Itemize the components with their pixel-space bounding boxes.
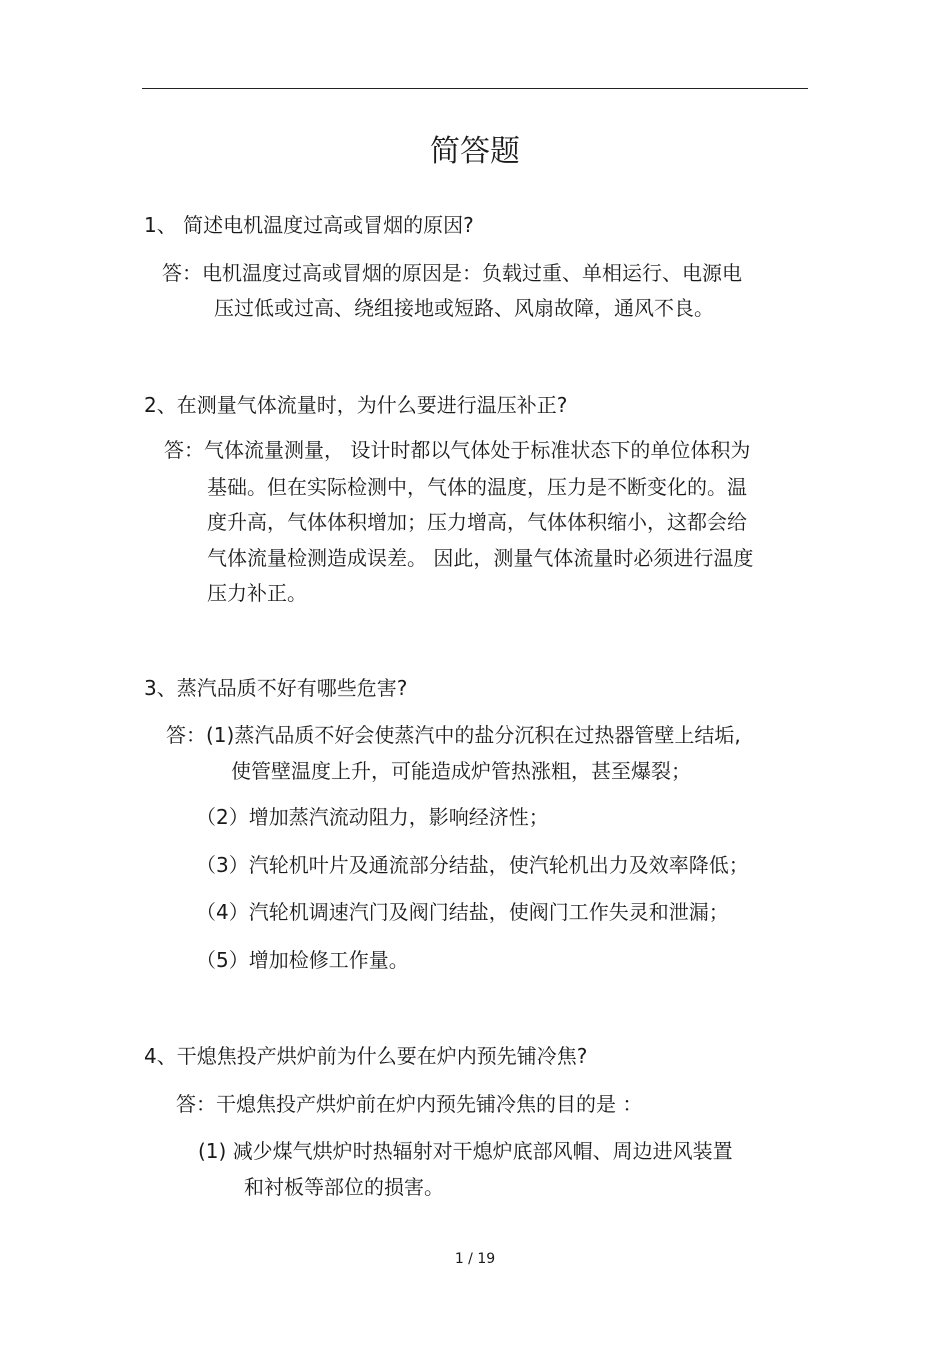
answer-1-line-1: 答：电机温度过高或冒烟的原因是：负载过重、单相运行、电源电 [162, 261, 742, 285]
answer-2-line-2: 基础。但在实际检测中，气体的温度，压力是不断变化的。温 [207, 475, 747, 499]
question-1: 1、 简述电机温度过高或冒烟的原因? [144, 213, 474, 237]
answer-3-line-4: （3）汽轮机叶片及通流部分结盐，使汽轮机出力及效率降低； [196, 853, 749, 877]
page-title: 简答题 [430, 134, 520, 169]
answer-2-line-3: 度升高，气体体积增加；压力增高，气体体积缩小，这都会给 [207, 510, 747, 534]
answer-4-line-2: (1) 减少煤气烘炉时热辐射对干熄炉底部风帽、周边进风装置 [198, 1139, 733, 1163]
answer-2-line-1: 答：气体流量测量， 设计时都以气体处于标准状态下的单位体积为 [164, 438, 751, 462]
answer-2-line-5: 压力补正。 [207, 581, 307, 605]
answer-3-line-3: （2）增加蒸汽流动阻力，影响经济性； [196, 805, 549, 829]
answer-3-line-6: （5）增加检修工作量。 [196, 948, 409, 972]
answer-1-line-2: 压过低或过高、绕组接地或短路、风扇故障，通风不良。 [214, 296, 714, 320]
answer-3-line-2: 使管壁温度上升，可能造成炉管热涨粗，甚至爆裂； [231, 759, 691, 783]
header-rule [142, 88, 808, 89]
question-3: 3、蒸汽品质不好有哪些危害? [144, 676, 408, 700]
answer-4-line-1: 答：干熄焦投产烘炉前在炉内预先铺冷焦的目的是 ： [176, 1092, 643, 1116]
answer-2-line-4: 气体流量检测造成误差。 因此，测量气体流量时必须进行温度 [207, 546, 754, 570]
answer-3-line-1: 答：(1)蒸汽品质不好会使蒸汽中的盐分沉积在过热器管壁上结垢, [166, 723, 741, 747]
answer-4-line-3: 和衬板等部位的损害。 [244, 1175, 444, 1199]
answer-3-line-5: （4）汽轮机调速汽门及阀门结盐，使阀门工作失灵和泄漏； [196, 900, 729, 924]
question-2: 2、在测量气体流量时，为什么要进行温压补正? [144, 393, 568, 417]
question-4: 4、干熄焦投产烘炉前为什么要在炉内预先铺冷焦? [144, 1044, 588, 1068]
page-number: 1 / 19 [454, 1251, 496, 1267]
